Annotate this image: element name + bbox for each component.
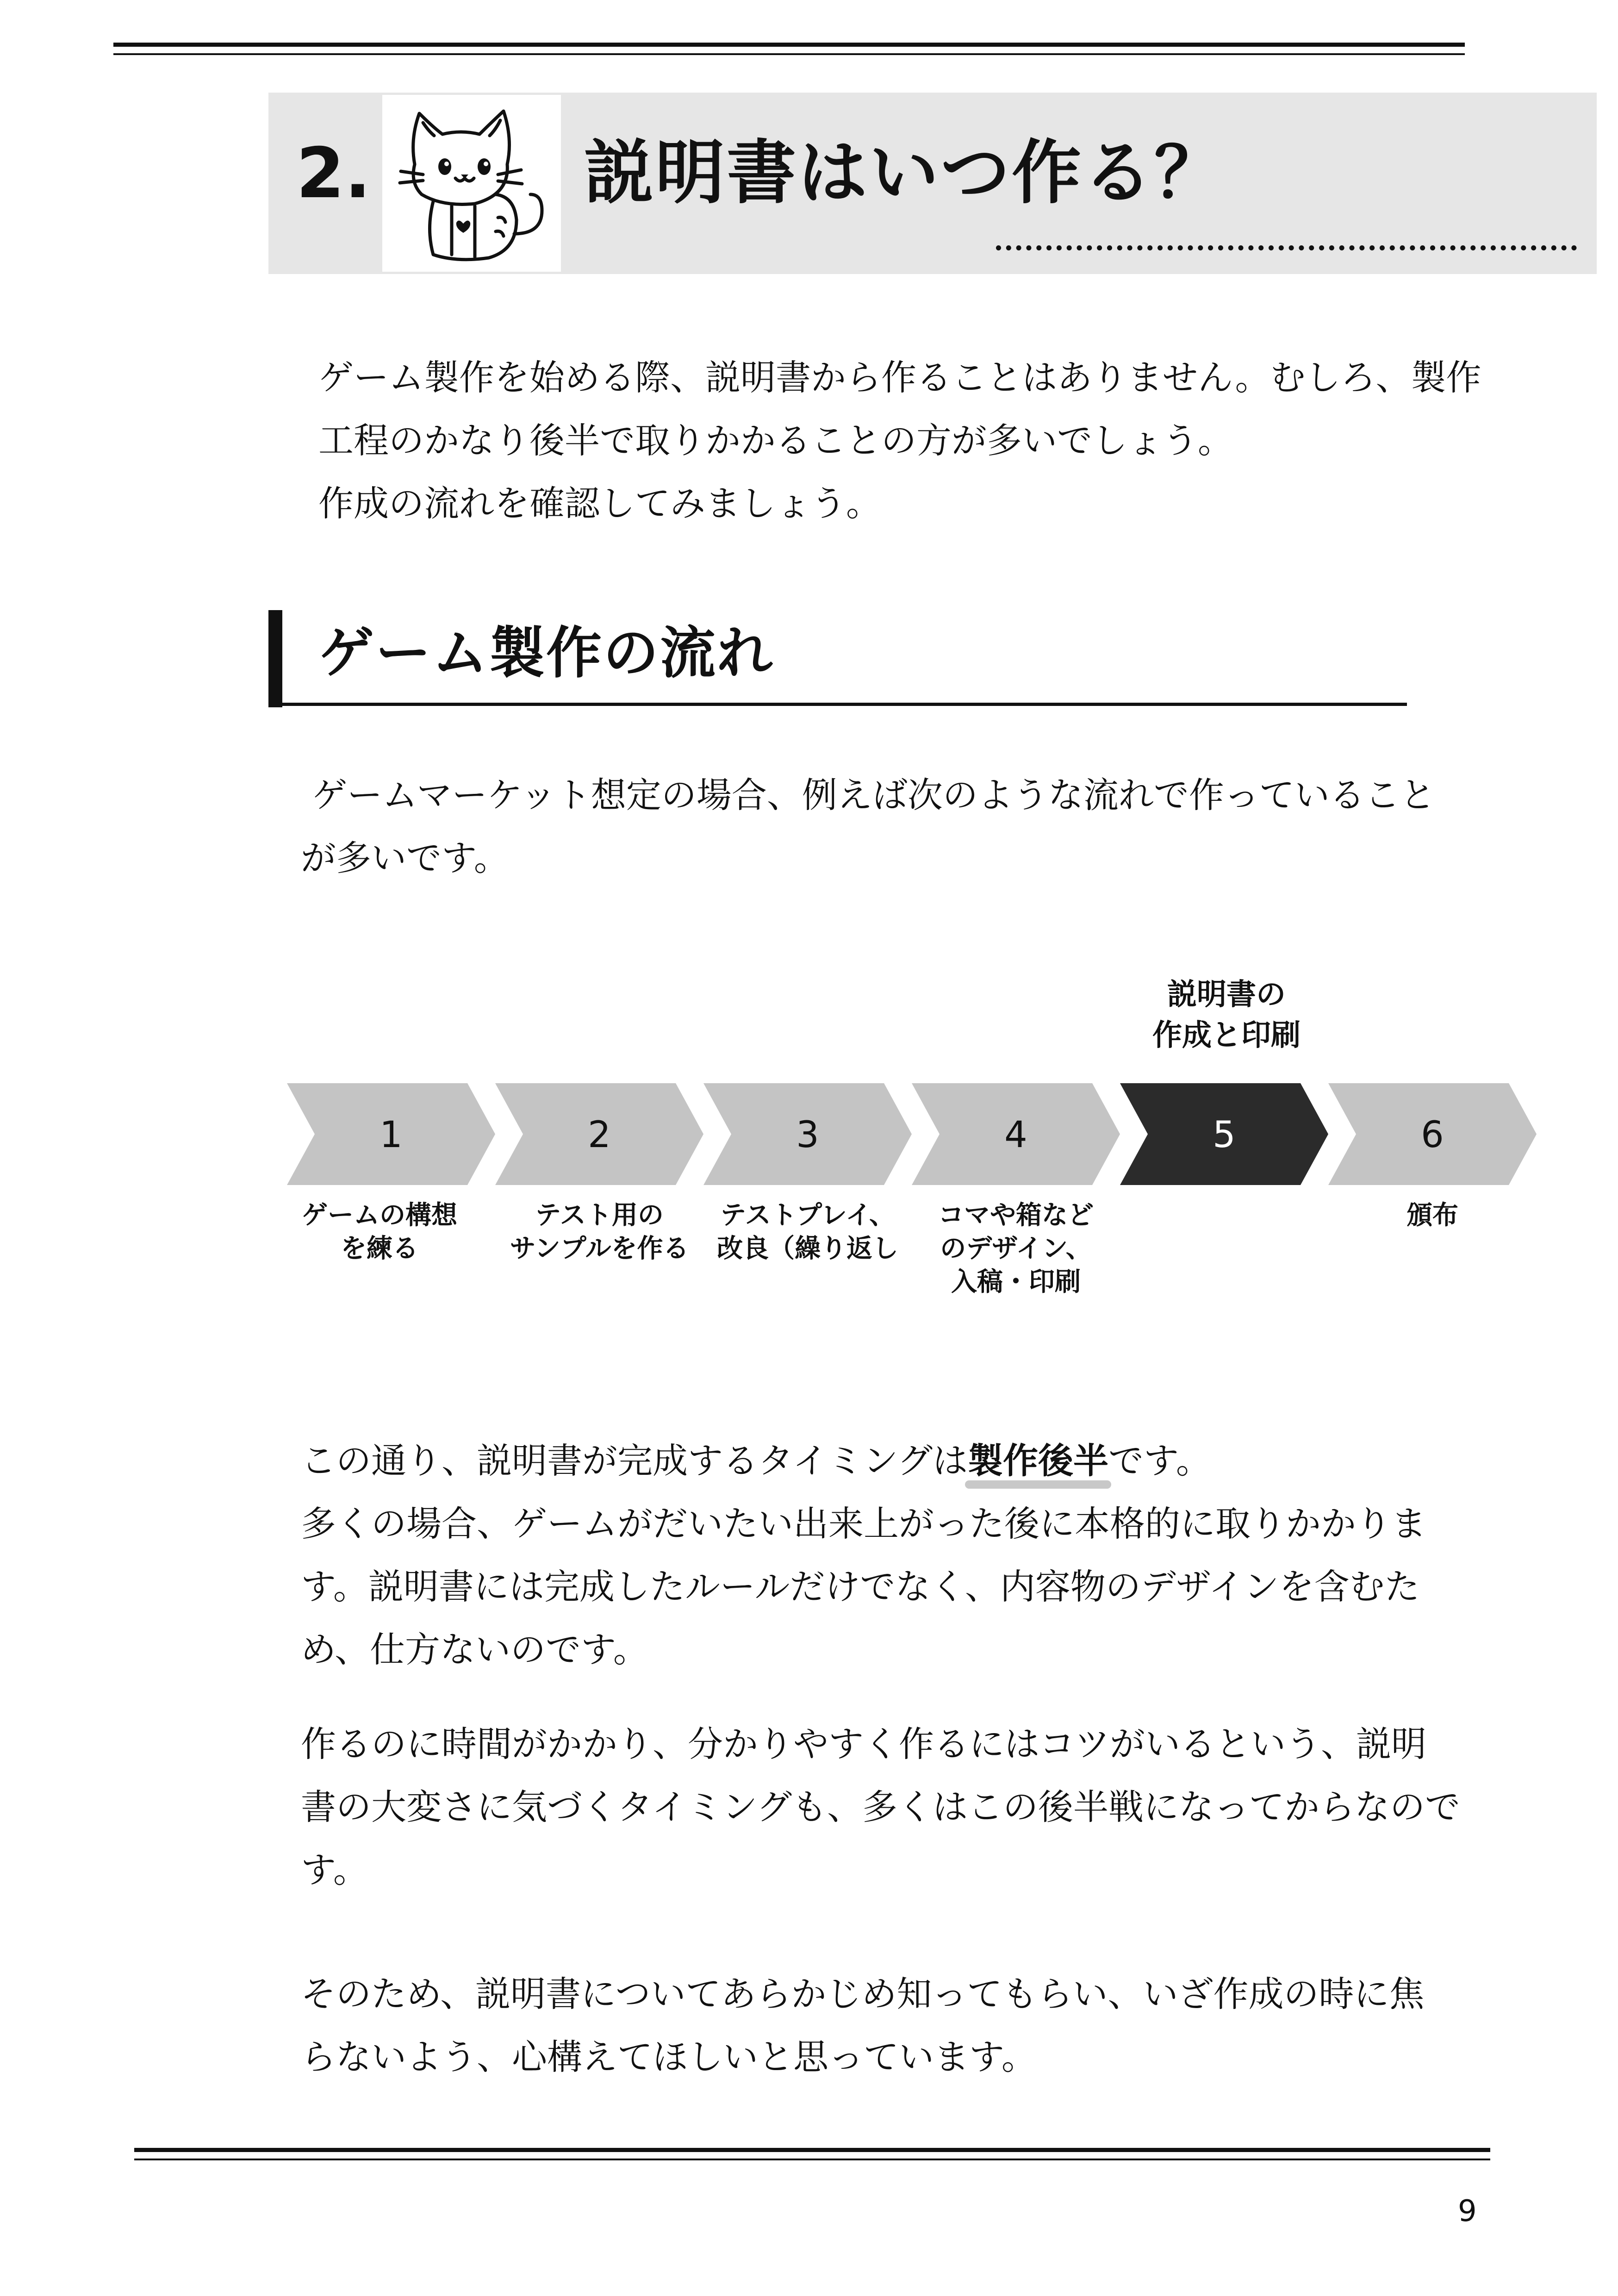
body-line: 多くの場合、ゲームがだいたい出来上がった後に本格的に取りかかりま [301,1503,1426,1544]
flow-diagram [0,963,1618,1222]
body-paragraph-1 [301,1429,1426,1681]
flow-step-number: 1 [380,1114,403,1156]
top-rule-thin [113,53,1465,55]
bottom-rule-thick [134,2148,1490,2152]
flow-step-label-line: 頒布 [1406,1200,1458,1230]
section-underline [268,703,1407,706]
flow-step-label-line: テストプレイ、 [720,1200,895,1230]
top-rule-thick [113,43,1465,47]
banner-dotted-rule [996,245,1577,250]
flow-step-number: 2 [588,1114,611,1156]
body-line: らないよう、心構えてほしいと思っています。 [301,2036,1037,2078]
body-line: す。 [301,1849,368,1890]
bottom-rule-thin [134,2159,1490,2160]
cat-icon [382,95,561,272]
chapter-number: 2. [296,133,371,214]
flow-step-label [1326,1199,1539,1232]
flow-step-label [909,1199,1122,1299]
page-number: 9 [1458,2194,1477,2228]
flow-step-label-line: テスト用の [535,1200,664,1230]
body-line [301,1429,1426,1492]
section-intro-paragraph [301,764,1435,890]
body-line: 作るのに時間がかかり、分かりやすく作るにはコツがいるという、説明 [301,1723,1426,1765]
flow-step-label [273,1199,486,1266]
flow-step-label-line: 改良（繰り返し [717,1234,898,1264]
body-paragraph-2 [301,1713,1460,1902]
flow-step-label-line: サンプルを作る [510,1234,689,1264]
emphasis-text: 製作後半 [967,1440,1108,1481]
body-line: め、仕方ないのです。 [301,1629,648,1670]
flow-step-label-line: を練る [341,1234,418,1264]
intro-paragraph [318,346,1481,535]
flow-step-label-line: ゲームの構想 [302,1200,457,1230]
section-intro-line: ゲームマーケット想定の場合、例えば次のような流れで作っていること [301,774,1435,816]
section-title: ゲーム製作の流れ [318,621,774,686]
intro-line: ゲーム製作を始める際、説明書から作ることはありません。むしろ、製作 [318,357,1481,398]
flow-step-label [493,1199,706,1266]
cat-illustration [382,95,561,272]
body-line: 書の大変さに気づくタイミングも、多くはこの後半戦になってからなので [301,1786,1460,1828]
flow-step-number: 5 [1213,1114,1236,1156]
flow-step-label-line: のデザイン、 [940,1234,1092,1264]
body-line: そのため、説明書についてあらかじめ知ってもらい、いざ作成の時に焦 [301,1973,1425,2015]
flow-step-number: 3 [796,1114,819,1156]
flow-step-label-line: 入稿・印刷 [951,1267,1081,1297]
flow-callout-line: 説明書の [1167,978,1286,1012]
flow-step-number: 6 [1421,1114,1444,1156]
section-heading-bar [268,610,282,707]
flow-step-label-line: コマや箱など [938,1200,1094,1230]
flow-callout-line: 作成と印刷 [1152,1018,1301,1053]
intro-line: 工程のかなり後半で取りかかることの方が多いでしょう。 [318,420,1233,461]
section-intro-line: が多いです。 [301,837,509,879]
flow-step-number: 4 [1004,1114,1027,1156]
body-line: す。説明書には完成したルールだけでなく、内容物のデザインを含むた [301,1566,1420,1607]
body-text: この通り、説明書が完成するタイミングは [301,1440,968,1481]
chapter-title: 説明書はいつ作る？ [584,133,1226,213]
flow-step-label [701,1199,914,1266]
body-paragraph-3 [301,1963,1424,2089]
intro-line: 作成の流れを確認してみましょう。 [318,483,881,524]
body-text: です。 [1108,1440,1211,1481]
